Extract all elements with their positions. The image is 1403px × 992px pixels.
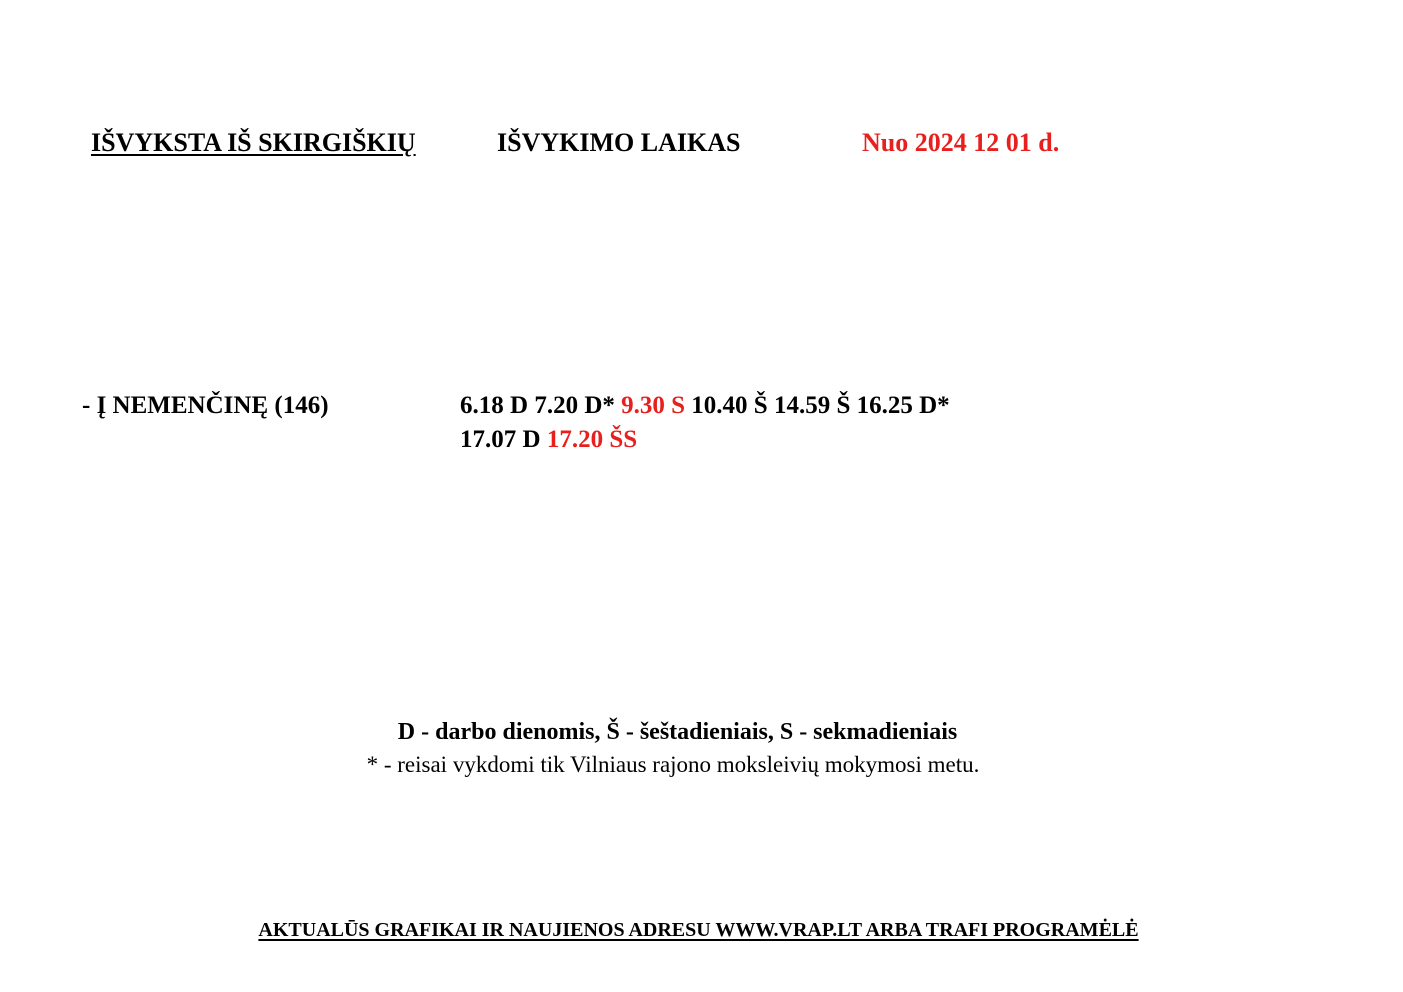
departure-time: 6.18 D bbox=[460, 392, 529, 419]
departure-times bbox=[460, 389, 1100, 457]
departure-time: 10.40 Š bbox=[691, 392, 768, 419]
footer-info-link: AKTUALŪS GRAFIKAI IR NAUJIENOS ADRESU WWW.VRAP.LT ARBA TRAFI PROGRAMĖLĖ bbox=[258, 919, 1139, 941]
departure-times-line-2 bbox=[460, 423, 1100, 457]
route-destination-label: - Į NEMENČINĘ (146) bbox=[82, 392, 329, 419]
departure-time-heading: IŠVYKIMO LAIKAS bbox=[497, 128, 741, 157]
departure-stop-title: IŠVYKSTA IŠ SKIRGIŠKIŲ bbox=[91, 128, 416, 157]
departure-time: 16.25 D* bbox=[856, 392, 950, 419]
asterisk-note: * - reisai vykdomi tik Vilniaus rajono moksleivių mokymosi metu. bbox=[366, 752, 980, 777]
departure-times-line-1 bbox=[460, 389, 1100, 423]
valid-from-date: Nuo 2024 12 01 d. bbox=[862, 128, 1060, 157]
departure-time-highlighted: 17.20 ŠS bbox=[546, 426, 638, 453]
departure-time: 14.59 Š bbox=[773, 392, 851, 419]
departure-time: 17.07 D bbox=[460, 426, 541, 453]
departure-time-highlighted: 9.30 S bbox=[621, 392, 686, 419]
day-codes-legend: D - darbo dienomis, Š - šeštadieniais, S - sekmadieniais bbox=[397, 719, 958, 745]
departure-time: 7.20 D* bbox=[534, 392, 615, 419]
